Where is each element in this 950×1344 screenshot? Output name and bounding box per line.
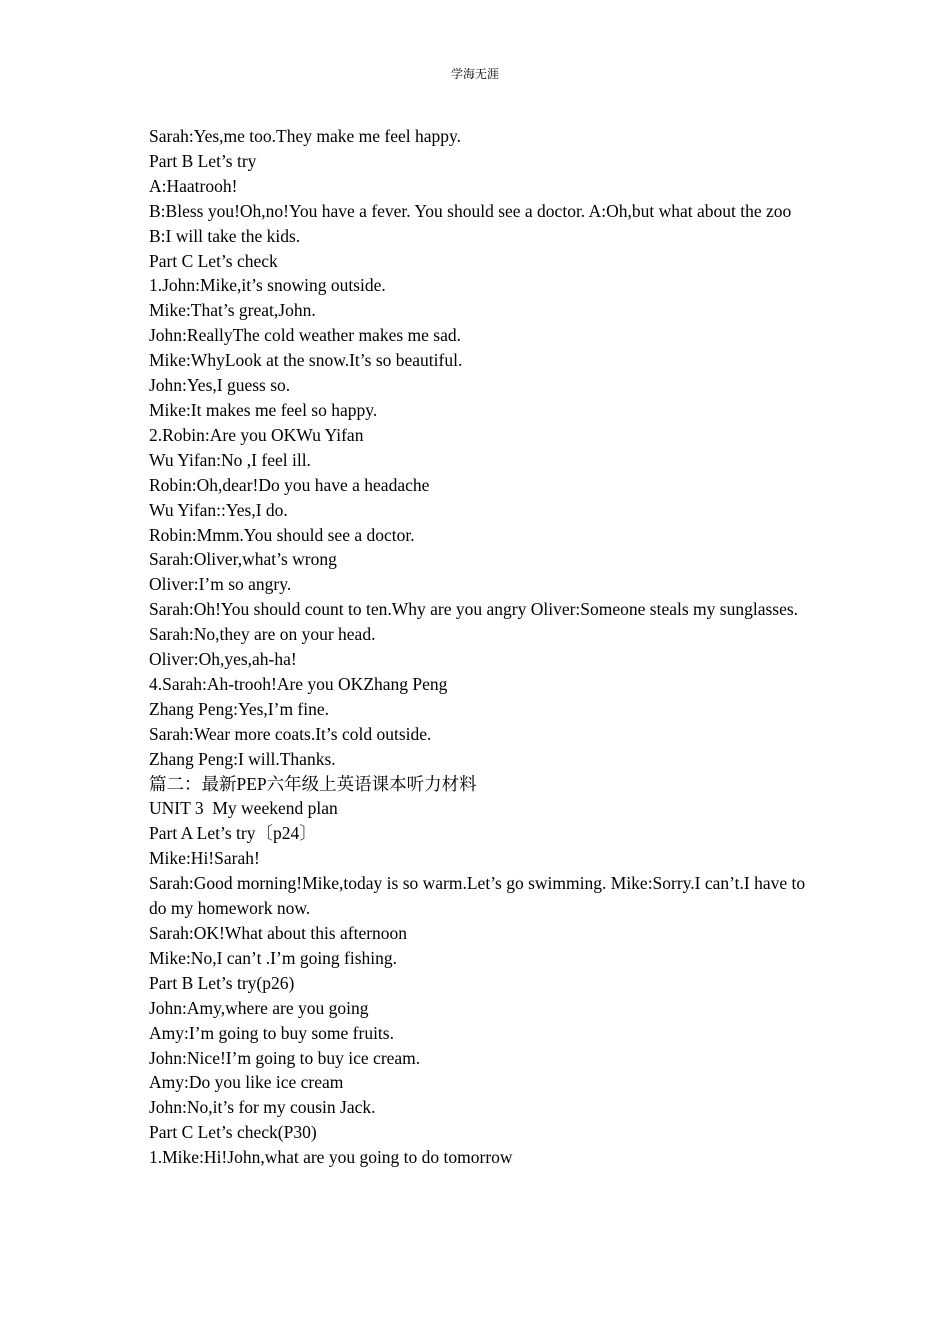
text-line: Sarah:Oliver,what’s wrong [149,549,337,570]
text-line: Wu Yifan::Yes,I do. [149,499,288,520]
text-line: Sarah:Oh!You should count to ten.Why are you angry Oliver:Someone steals my sunglasses. [149,599,799,620]
text-line: Sarah:No,they are on your head. [149,624,376,645]
text-line: John:Nice!I’m going to buy ice cream. [149,1047,421,1068]
text-line: Oliver:I’m so angry. [149,574,292,595]
text-line: Mike:WhyLook at the snow.It’s so beautiful. [149,350,463,371]
text-line: Wu Yifan:No ,I feel ill. [149,449,311,470]
text-line: Sarah:Yes,me too.They make me feel happy. [149,126,462,146]
text-line: 1.Mike:Hi!John,what are you going to do tomorrow [149,1147,513,1168]
text-line: Mike:That’s great,John. [149,300,316,321]
text-line: John:Yes,I guess so. [149,375,291,396]
document-body [149,124,809,1170]
text-line: B:I will take the kids. [149,225,301,246]
text-line: Sarah:Good morning!Mike,today is so warm.Let’s go swimming. Mike:Sorry.I can’t.I have to do my homework now. [149,873,810,919]
section-heading: Part C Let’s check [149,250,278,271]
section-heading: Part B Let’s try [149,150,257,171]
text-line: 1.John:Mike,it’s snowing outside. [149,275,386,296]
text-line: B:Bless you!Oh,no!You have a fever. You should see a doctor. A:Oh,but what about the zoo [149,200,792,221]
page-header: 学海无涯 [450,67,499,81]
text-line: Zhang Peng:I will.Thanks. [149,748,336,769]
section-heading: Part B Let’s try(p26) [149,972,295,993]
text-line: Mike:Hi!Sarah! [149,848,260,869]
text-line: 2.Robin:Are you OKWu Yifan [149,424,364,445]
section-heading: Part C Let’s check(P30) [149,1122,317,1143]
text-line: Zhang Peng:Yes,I’m fine. [149,698,330,719]
text-line: Robin:Oh,dear!Do you have a headache [149,474,430,495]
text-line: 4.Sarah:Ah-trooh!Are you OKZhang Peng [149,673,448,694]
text-line: Oliver:Oh,yes,ah-ha! [149,649,297,670]
text-line: Sarah:OK!What about this afternoon [149,923,408,943]
text-line: Sarah:Wear more coats.It’s cold outside. [149,723,432,744]
text-line: John:ReallyThe cold weather makes me sad. [149,325,461,346]
section-heading: Part A Let’s try〔p24〕 [149,823,317,844]
text-line: A:Haatrooh! [149,175,238,196]
text-line: Mike:It makes me feel so happy. [149,399,378,420]
text-line: John:No,it’s for my cousin Jack. [149,1097,376,1118]
text-line: Mike:No,I can’t .I’m going fishing. [149,947,398,968]
chapter-title: 篇二：最新PEP六年级上英语课本听力材料 [149,773,477,794]
text-line: Amy:I’m going to buy some fruits. [149,1022,394,1043]
text-line: John:Amy,where are you going [149,997,369,1018]
text-line: Robin:Mmm.You should see a doctor. [149,524,415,545]
text-line: Amy:Do you like ice cream [149,1072,344,1093]
unit-title: UNIT 3 My weekend plan [149,798,338,819]
